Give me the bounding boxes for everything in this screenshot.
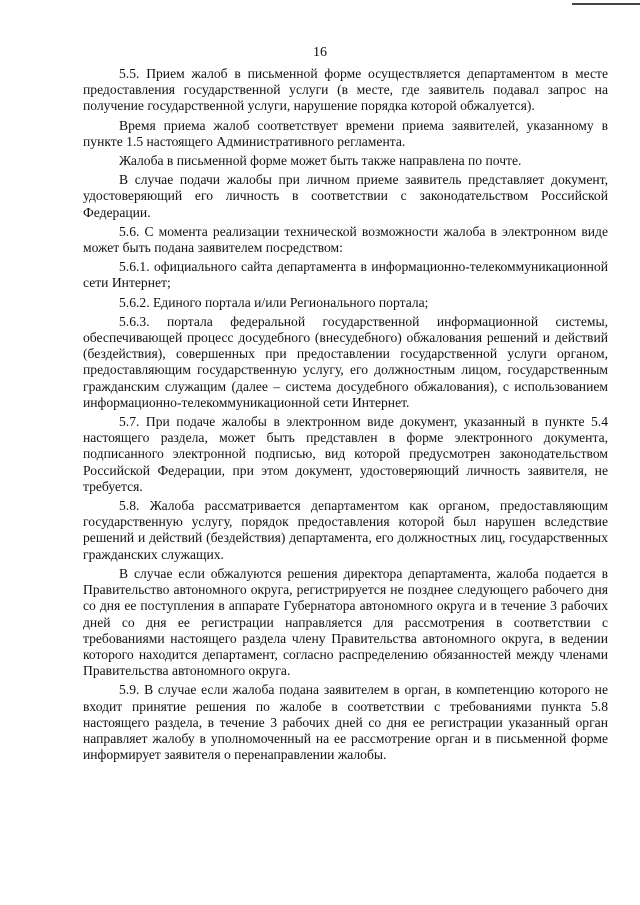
paragraph-5-9: 5.9. В случае если жалоба подана заявителем в орган, в компетенцию которого не входит принятие решения по жалобе в соответствии с требованиями пункта 5.8 настоящего раздела, в течение 3 рабочих дней со дня ее регистрации указанный орган направляет жалобу в уполномоченный на ее рассмотрение орган и в письменной форме информирует заявителя о перенаправлении жалобы. <box>83 682 608 763</box>
paragraph-5-6-2: 5.6.2. Единого портала и/или Регионального портала; <box>119 294 429 310</box>
paragraph-reception-time: Время приема жалоб соответствует времени приема заявителей, указанному в пункте 1.5 настоящего Административного регламента. <box>83 117 608 149</box>
paragraph-5-7: 5.7. При подаче жалобы в электронном виде документ, указанный в пункте 5.4 настоящего раздела, может быть представлен в форме электронного документа, подписанного электронной подписью, вид которой предусмотрен законодательством Российской Федерации, при этом документ, удостоверяющий личность заявителя, не требуется. <box>83 414 608 494</box>
paragraph-5-8: 5.8. Жалоба рассматривается департаментом как органом, предоставляющим государственную услугу, порядок предоставления которой был нарушен вследствие решений и действий (бездействия) департамента, его должностных лиц, государственных гражданских служащих. <box>83 498 608 562</box>
paragraph-5-6-3: 5.6.3. портала федеральной государственной информационной системы, обеспечивающей процесс досудебного (внесудебного) обжалования решений и действий (бездействия), совершенных при предоставлении государственной услуги органом, предоставляющим государственную услугу, его должностным лицом, государственным гражданским служащим (далее – система досудебного обжалования), с использованием информационно-телекоммуникационной сети Интернет. <box>83 313 608 410</box>
document-body <box>83 66 608 766</box>
paragraph-director-appeal: В случае если обжалуются решения директора департамента, жалоба подается в Правительство автономного округа, регистрируется не позднее следующего рабочего дня со дня ее поступления в аппарате Губернатора автономного округа и в течение 3 рабочих дней со дня ее регистрации направляется для рассмотрения в соответствии с требованиями настоящего раздела члену Правительства автономного округа, в ведении которого находится департамент, согласно распределению обязанностей между членами Правительства автономного округа. <box>83 565 608 679</box>
paragraph-personal-reception: В случае подачи жалобы при личном приеме заявитель представляет документ, удостоверяющий его личность в соответствии с законодательством Российской Федерации. <box>83 172 608 220</box>
paragraph-5-5: 5.5. Прием жалоб в письменной форме осуществляется департаментом в месте предоставления государственной услуги (в месте, где заявитель подавал запрос на получение государственной услуги, нарушение порядка которой обжалуется). <box>83 66 608 114</box>
scan-edge-mark <box>572 3 640 5</box>
page-number: 16 <box>313 45 327 60</box>
paragraph-5-6-1: 5.6.1. официального сайта департамента в информационно-телекоммуникационной сети Интернет; <box>83 259 608 291</box>
paragraph-by-mail: Жалоба в письменной форме может быть также направлена по почте. <box>119 153 522 169</box>
paragraph-5-6: 5.6. С момента реализации технической возможности жалоба в электронном виде может быть подана заявителем посредством: <box>83 223 608 256</box>
